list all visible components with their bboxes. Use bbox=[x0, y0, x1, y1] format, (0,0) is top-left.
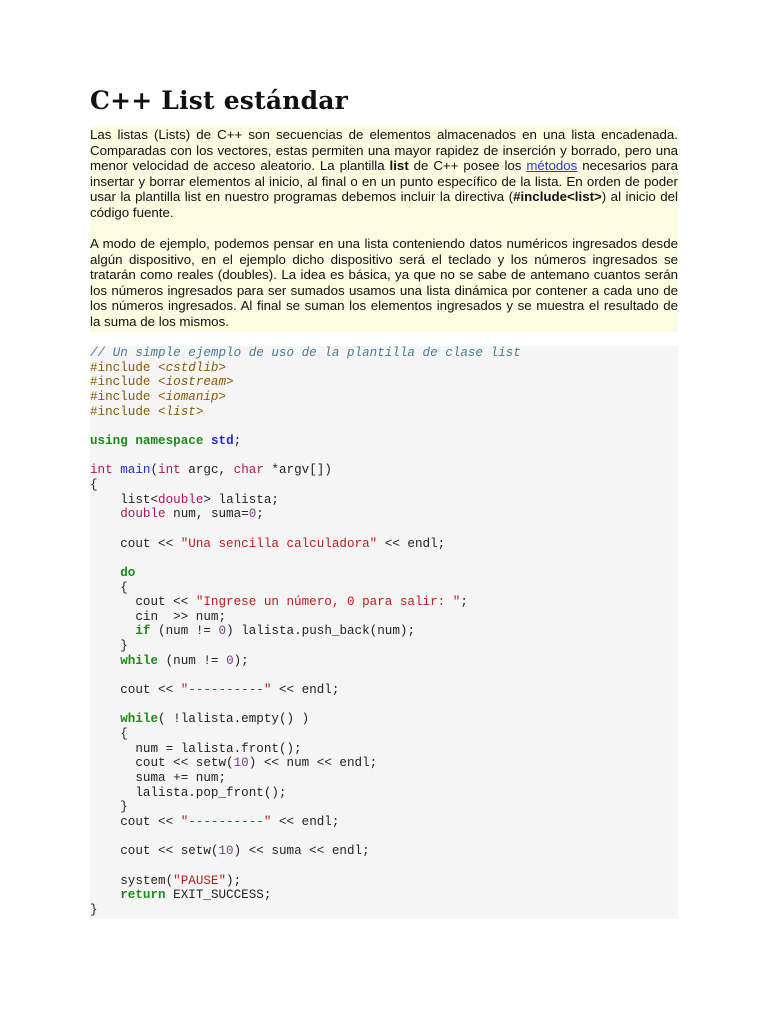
code-line: // Un simple ejemplo de uso de la plantilla de clase list bbox=[90, 346, 521, 360]
code-line bbox=[90, 449, 678, 464]
code-line bbox=[90, 551, 678, 566]
code-line: int main(int argc, char *argv[]) bbox=[90, 463, 332, 478]
page-title: C++ List estándar bbox=[90, 86, 349, 115]
code-line: cout << "----------" << endl; bbox=[90, 683, 340, 698]
code-line bbox=[90, 668, 678, 683]
intro-text: de C++ posee los bbox=[408, 158, 527, 173]
include-directive: #include<list> bbox=[513, 189, 602, 204]
intro-text: ) al inicio del código fuente. bbox=[90, 189, 678, 220]
metodos-link[interactable]: métodos bbox=[526, 158, 578, 173]
code-line: suma += num; bbox=[90, 771, 227, 786]
intro-text: necesarios para insertar y borrar elementos al inicio, al final o en un punto específico de la lista. En orden de poder usar la plantilla list en nuestro programas debemos incluir la directiva ( bbox=[90, 158, 679, 204]
code-line: #include <list> bbox=[90, 404, 204, 419]
code-line bbox=[90, 859, 678, 874]
code-line: { bbox=[90, 727, 128, 742]
list-keyword: list bbox=[389, 158, 409, 173]
code-line: cout << "Ingrese un número, 0 para salir: "; bbox=[90, 595, 468, 610]
code-line bbox=[90, 522, 678, 537]
code-line: using namespace std; bbox=[90, 433, 242, 448]
code-line: double num, suma=0; bbox=[120, 507, 264, 522]
code-line: cout << setw(10) << num << endl; bbox=[90, 756, 378, 771]
code-line: return EXIT_SUCCESS; bbox=[120, 888, 272, 903]
code-line bbox=[90, 698, 678, 713]
code-listing bbox=[90, 346, 678, 918]
code-line: num = lalista.front(); bbox=[90, 741, 302, 756]
code-line: cout << "----------" << endl; bbox=[90, 815, 340, 829]
code-line: do bbox=[120, 565, 136, 580]
intro-paragraph-2: A modo de ejemplo, podemos pensar en una lista conteniendo datos numéricos ingresados desde algún dispositivo, en el ejemplo dicho dispositivo será el teclado y los números ingresados se tratarán como reales (doubles). La idea es básica, ya que no se sabe de antemano cuantos serán los números ingresados para ser sumados usamos una lista dinámica por contener a cada uno de los números ingresados. Al final se suman los elementos ingresados y se muestra el resultado de la suma de los mismos. bbox=[90, 236, 678, 329]
code-line: lalista.pop_front(); bbox=[90, 785, 287, 800]
code-block bbox=[90, 346, 678, 919]
code-line: cout << setw(10) << suma << endl; bbox=[90, 844, 370, 859]
code-line: list<double> lalista; bbox=[90, 492, 279, 507]
intro-text: Las listas (Lists) de C++ son secuencias de elementos almacenados en una lista encadenada. Comparadas con los vectores, estas permiten una mayor rapidez de inserción y borrado, pero una menor velocidad de acceso aleatorio. La plantilla bbox=[90, 127, 678, 173]
code-line: #include <iomanip> bbox=[90, 389, 227, 404]
code-line: if (num != 0) lalista.push_back(num); bbox=[135, 624, 416, 639]
intro-paragraph-1 bbox=[90, 127, 678, 220]
code-line: while (num != 0); bbox=[120, 653, 249, 668]
code-line: system("PAUSE"); bbox=[90, 873, 242, 888]
code-line: { bbox=[90, 477, 98, 492]
code-line: } bbox=[90, 902, 98, 917]
code-line: cout << "Una sencilla calculadora" << endl; bbox=[90, 536, 446, 551]
code-line: #include <iostream> bbox=[90, 375, 234, 390]
code-line: { bbox=[90, 580, 128, 595]
code-line bbox=[90, 830, 678, 845]
code-line: } bbox=[90, 800, 128, 815]
code-line: while( !lalista.empty() ) bbox=[120, 712, 310, 727]
code-line: } bbox=[90, 639, 128, 654]
code-line bbox=[90, 419, 678, 434]
intro-section bbox=[90, 126, 678, 332]
code-line: cin >> num; bbox=[90, 609, 227, 624]
code-line: #include <cstdlib> bbox=[90, 360, 227, 375]
